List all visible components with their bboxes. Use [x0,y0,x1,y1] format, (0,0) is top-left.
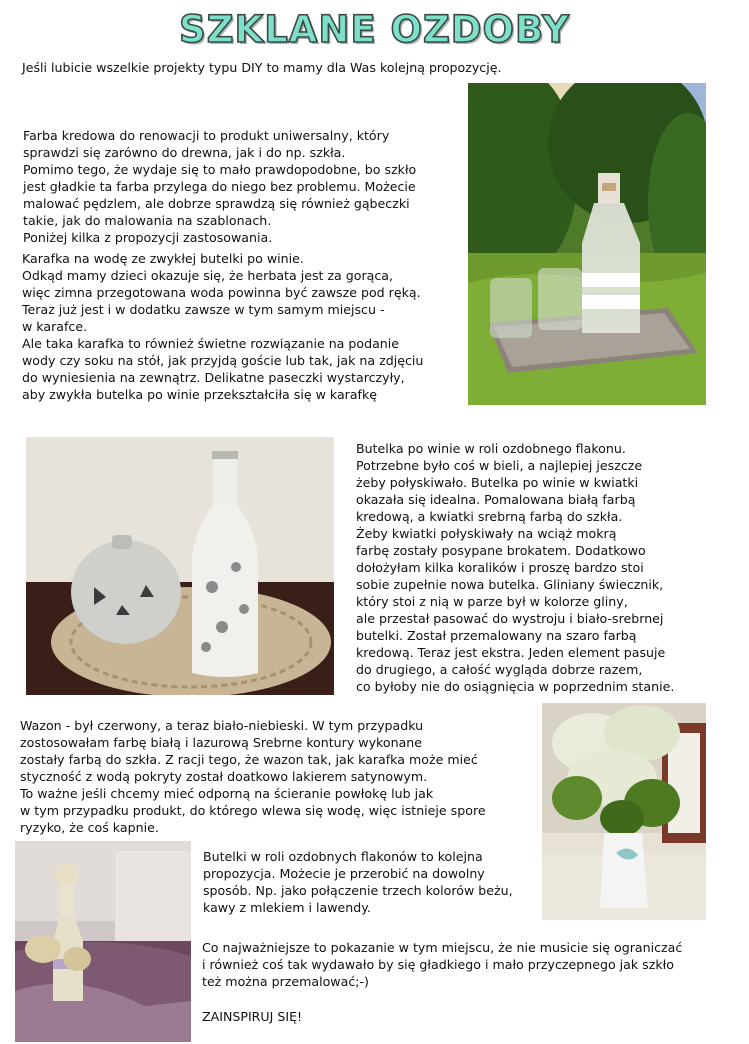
bottle-lantern-photo [26,437,334,695]
flower-bottle-paragraph: Butelka po winie w roli ozdobnego flakonu. Potrzebne było coś w bieli, a najlepiej jeszcze żeby połyskiwało. Butelka po winie w kwiatki okazała się idealna. Pomalowana białą farbą kredową, a kwiatki srebrną farbą do szkła. Żeby kwiatki połyskiwały na wciąż mokrą farbę zostały posypane brokatem. Dodatkowo dołożyłam kilka koralików i proszę bardzo stoi sobie zupełnie nowa butelka. Gliniany świecznik, który stoi z nią w parze był w kolorze gliny, ale przestał pasować do wystroju i biało-srebrnej butelki. Został przemalowany na szaro farbą kredową. Teraz jest ekstra. Jeden element pasuje do drugiego, a całość wygląda dobrze razem, co byłoby nie do osiągnięcia w poprzednim stanie. [356,441,675,694]
summary-paragraph: Co najważniejsze to pokazanie w tym miejscu, że nie musicie się ograniczać i również coś tak wydawało by się gładkiego i mało przyczepnego jak szkło też można przemalować;-) [202,940,683,989]
carafe-paragraph: Karafka na wodę ze zwykłej butelki po winie. Odkąd mamy dzieci okazuje się, że herbata jest za gorąca, więc zimna przegotowana woda powinna być zawsze pod ręką. Teraz już jest i w dodatku zawsze w tym samym miejscu - w karafce. Ale taka karafka to również świetne rozwiązanie na podanie wody czy soku na stół, jak przyjdą goście lub tak, jak na zdjęciu do wyniesienia na zewnątrz. Delikatne paseczki wystarczyły, aby zwykła butelka po winie przekształciła się w karafkę [22,251,424,402]
chalk-paint-paragraph: Farba kredowa do renowacji to produkt uniwersalny, który sprawdzi się zarówno do drewna, jak i do np. szkła. Pomimo tego, że wydaje się to mało prawdopodobne, bo szkło jest gładkie ta farba przylega do niego bez problemu. Możecie malować pędzlem, ale dobrze sprawdzą się również gąbeczki takie, jak do malowania na szablonach. Poniżej kilka z propozycji zastosowania. [23,128,417,245]
closing-text: ZAINSPIRUJ SIĘ! [202,1009,303,1024]
vase-photo [542,703,706,920]
page-title: SZKLANE OZDOBY [179,8,570,51]
carafe-photo [468,83,706,405]
intro-text: Jeśli lubicie wszelkie projekty typu DIY to mamy dla Was kolejną propozycję. [22,60,502,75]
vase-paragraph: Wazon - był czerwony, a teraz biało-niebieski. W tym przypadku zostosowałam farbę białą i lazurową Srebrne kontury wykonane zostały farbą do szkła. Z racji tego, że wazon tak, jak karafka może mieć styczność z wodą pokryty został doatkowo lakierem satynowym. To ważne jeśli chcemy mieć odporną na ścieranie powłokę lub jak w tym przypadku produkt, do którego wlewa się wodę, więc istnieje spore ryzyko, że coś kapnie. [20,718,486,835]
beige-bottles-photo [15,841,191,1042]
bottles-paragraph: Butelki w roli ozdobnych flakonów to kolejna propozycja. Możecie je przerobić na dowolny sposób. Np. jako połączenie trzech kolorów beżu, kawy z mlekiem i lawendy. [203,849,513,915]
